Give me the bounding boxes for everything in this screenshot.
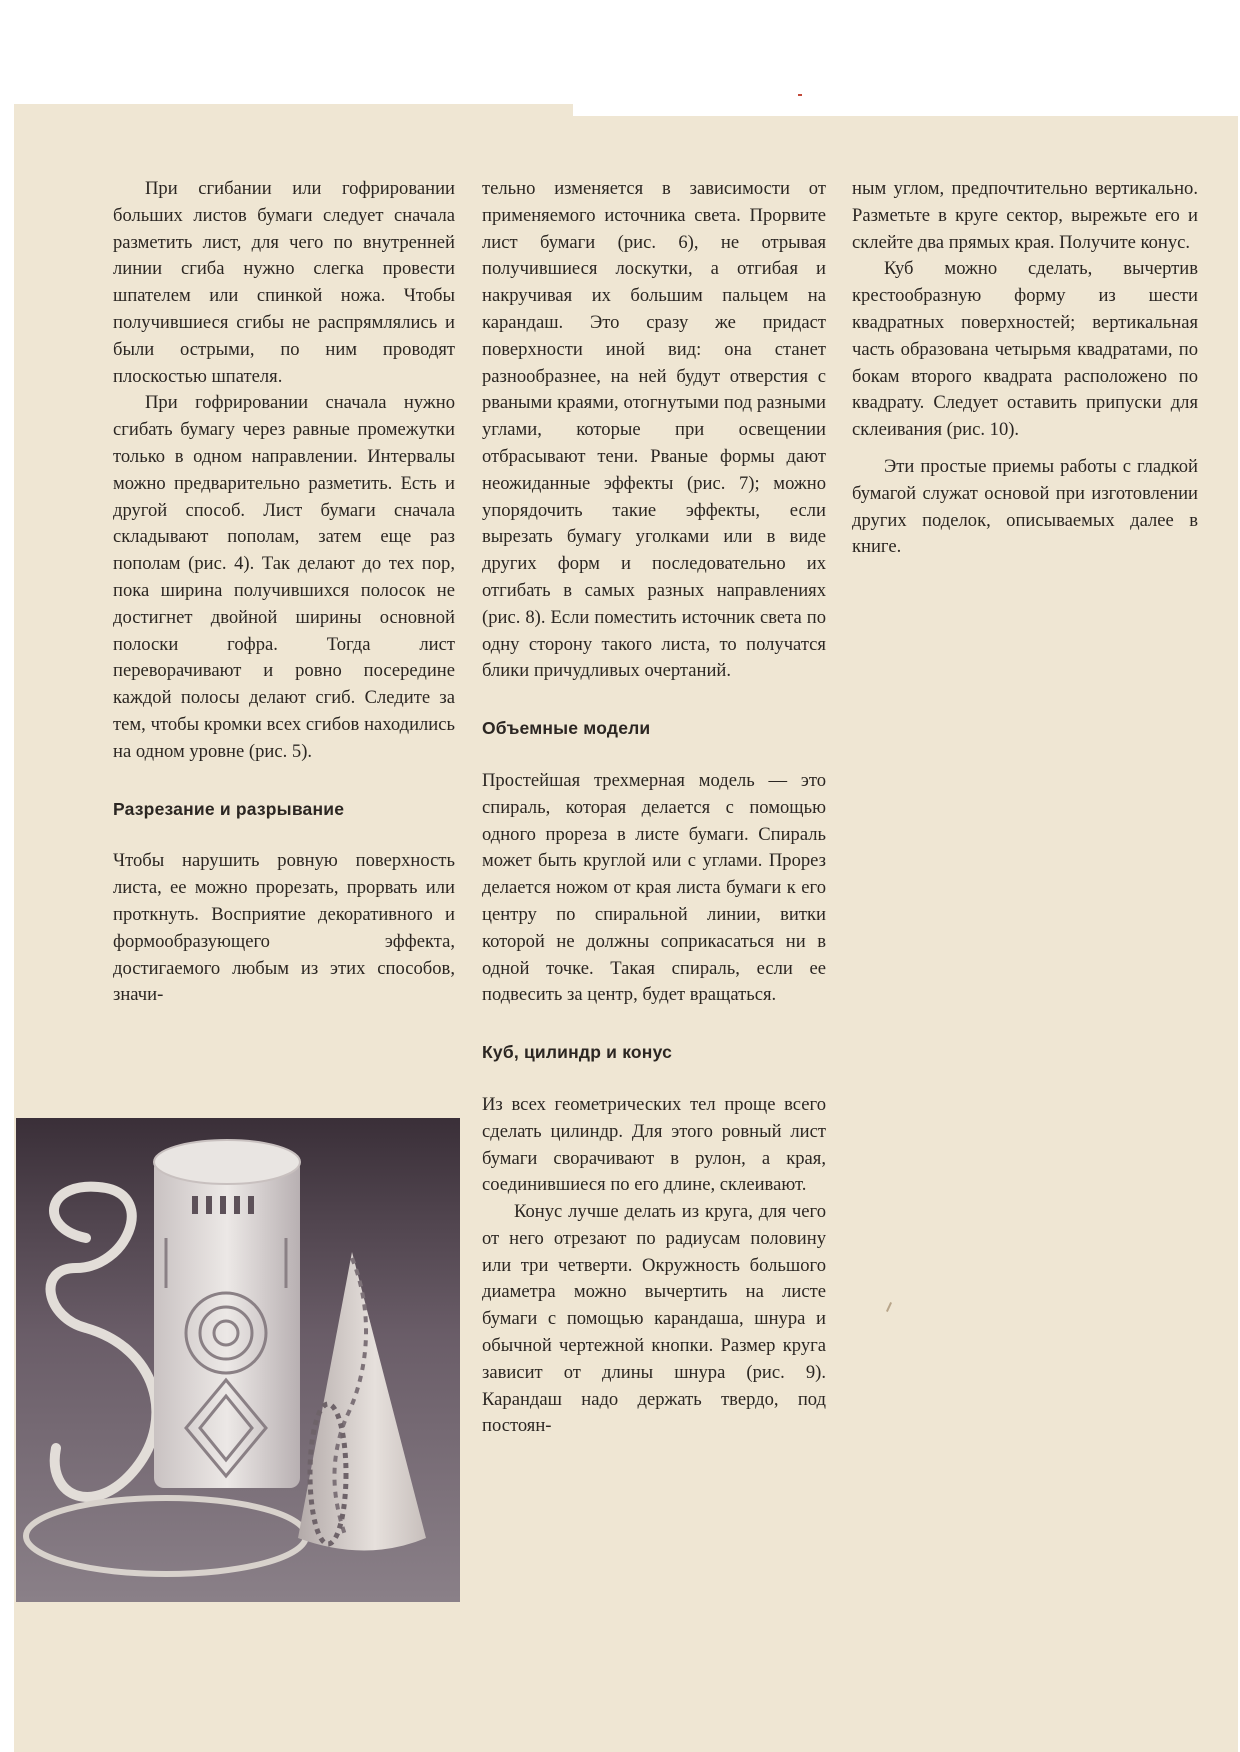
paragraph-folding: При сгибании или гофрировании больших листов бумаги следует сначала разметить лист, для чего по внутренней линии сгиба нужно слегка провести шпателем или спинкой ножа. Чтобы получившиеся сгибы не распрямлялись и были острыми, по ним проводят плоскостью шпателя.: [113, 178, 455, 387]
paragraph-cylinder: Из всех геометрических тел проще всего сделать цилиндр. Для этого ровный лист бумаги сворачивают в рулон, а края, соединившиеся по его длине, склеивают.: [482, 1093, 826, 1196]
text-column-right: [852, 176, 1198, 561]
heading-volume-models: Объемные модели: [482, 718, 651, 739]
paragraph-cone-end: ным углом, предпочтительно вертикально. Разметьте в круге сектор, вырежьте его и склейте два прямых края. Получите конус.: [852, 178, 1198, 253]
paper-models-photo: [16, 1118, 460, 1602]
scan-margin: [573, 96, 1240, 116]
paragraph-light-effects: тельно изменяется в зависимости от применяемого источника света. Прорвите лист бумаги (рис. 6), не отрывая получившиеся лоскутки, а отгибая и накручивая их большим пальцем на карандаш. Это сразу же придаст поверхности иной вид: она станет разнообразнее, на ней будут отверстия с рваными краями, отогнутыми под разными углами, которые при освещении отбрасывают тени. Рваные формы дают неожиданные эффекты (рис. 7); можно упорядочить такие эффекты, если вырезать бумагу уголками или в виде других форм и последовательно их отгибать в самых разных направлениях (рис. 8). Если поместить источник света по одну сторону такого листа, то получатся блики причудливых очертаний.: [482, 178, 826, 682]
heading-cube-cylinder-cone: Куб, цилиндр и конус: [482, 1042, 673, 1063]
paragraph-cube: Куб можно сделать, вычертив крестообразную форму из шести квадратных поверхностей; вертикальная часть образована четырьмя квадратами, по бокам второго квадрата расположено по квадрату. Следует оставить припуски для склеивания (рис. 10).: [852, 258, 1198, 441]
scan-mark: [798, 94, 802, 96]
text-column-middle: [482, 176, 826, 1440]
paragraph-cone: Конус лучше делать из круга, для чего от него отрезают по радиусам половину или три четверти. Окружность большого диаметра можно вычертить на листе бумаги с помощью карандаша, шнура и обычной чертежной кнопки. Размер круга зависит от длины шнура (рис. 9). Карандаш надо держать твердо, под постоян-: [482, 1201, 826, 1437]
heading-cutting-tearing: Разрезание и разрывание: [113, 798, 345, 819]
paragraph-spiral: Простейшая трехмерная модель — это спираль, которая делается с помощью одного прореза в листе бумаги. Спираль может быть круглой или с углами. Прорез делается ножом от края листа бумаги к его центру по спиральной линии, витки которой не должны соприкасаться ни в одной точке. Такая спираль, если ее подвесить за центр, будет вращаться.: [482, 769, 826, 1006]
paragraph-corrugating: При гофрировании сначала нужно сгибать бумагу через равные промежутки только в одном направлении. Интервалы можно предварительно разметить. Есть и другой способ. Лист бумаги сначала складывают пополам, затем еще раз пополам (рис. 4). Так делают до тех пор, пока ширина получившихся полосок не достигнет двойной ширины основной полоски гофра. Тогда лист переворачивают и ровно посередине каждой полосы делают сгиб. Следите за тем, чтобы кромки всех сгибов находились на одном уровне (рис. 5).: [113, 392, 455, 762]
paragraph-conclusion: Эти простые приемы работы с гладкой бумагой служат основой при изготовлении других поделок, описываемых далее в книге.: [852, 455, 1198, 558]
paragraph-surface: Чтобы нарушить ровную поверхность листа, ее можно прорезать, прорвать или проткнуть. Восприятие декоративного и формообразующего эффекта, достигаемого любым из этих способов, значи-: [113, 850, 455, 1006]
text-column-left: [113, 176, 455, 1009]
paper-models-illustration: [16, 1118, 460, 1602]
